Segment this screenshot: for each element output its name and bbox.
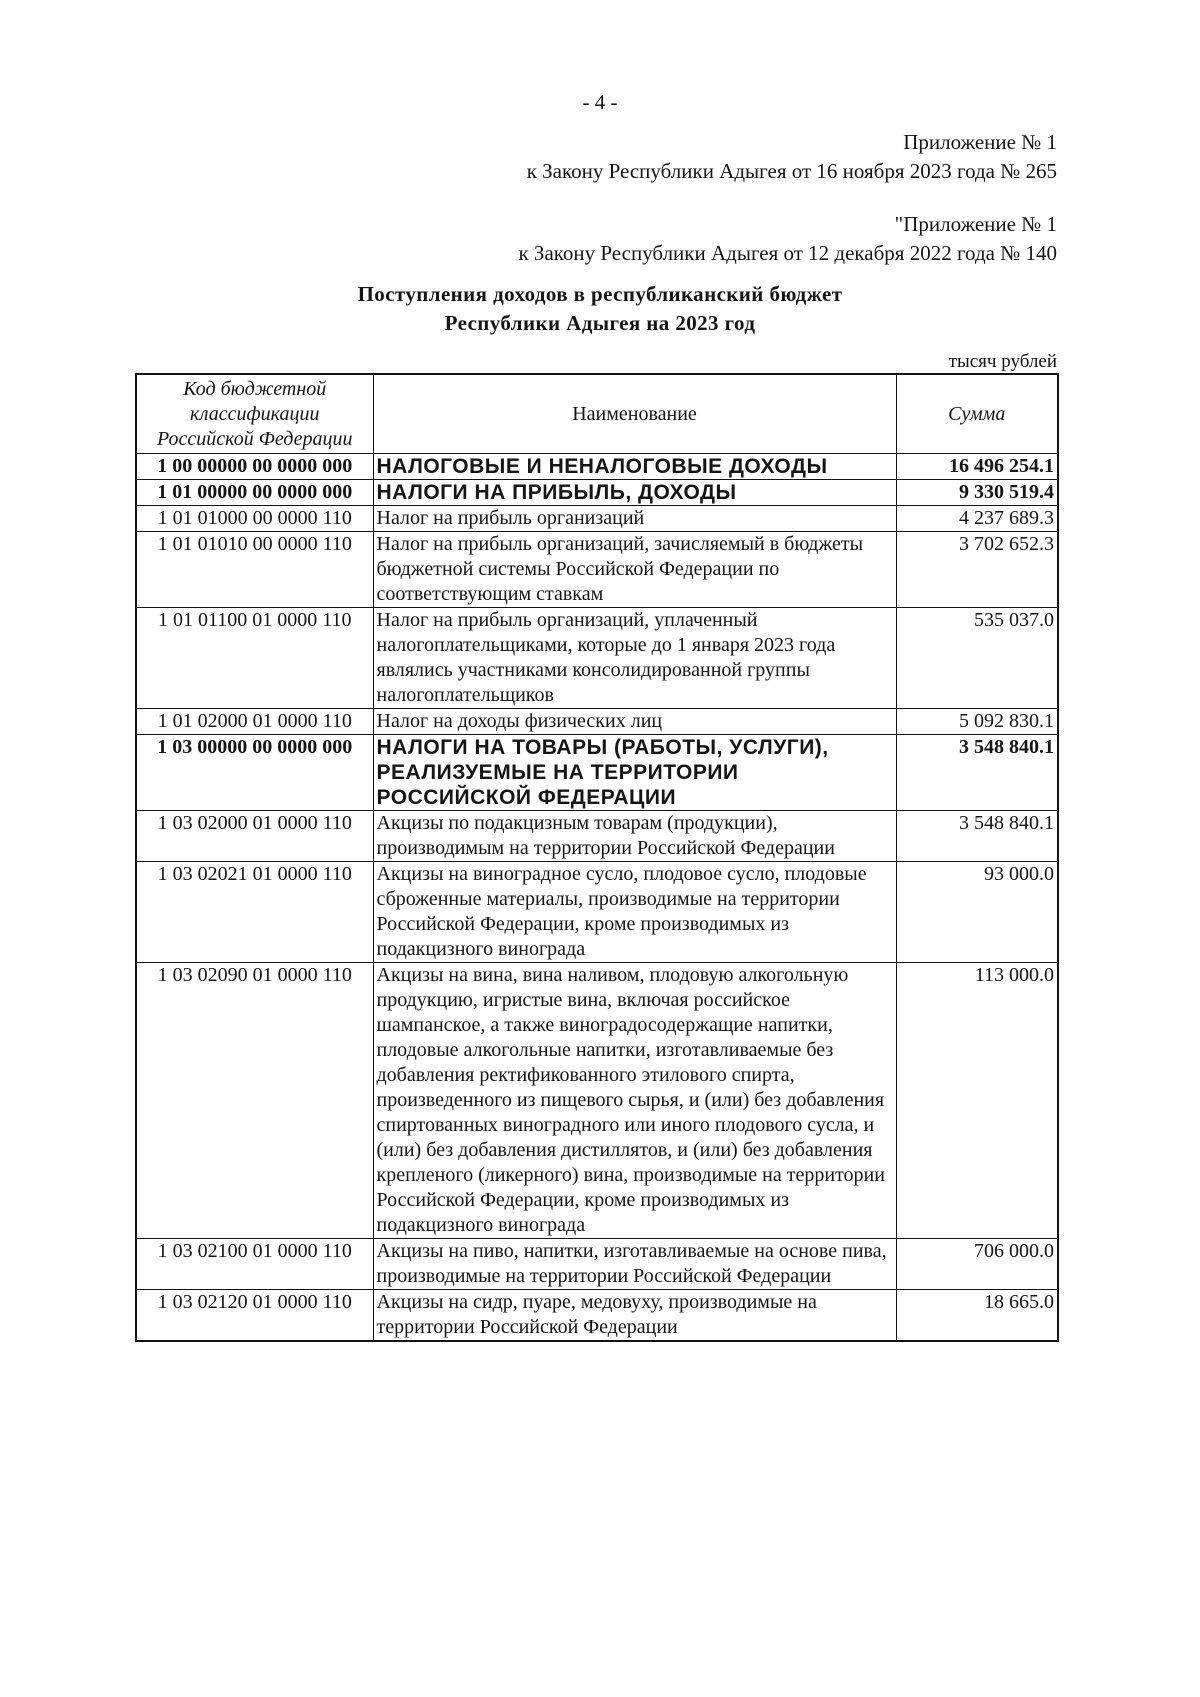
row-code: 1 01 02000 01 0000 110 (136, 709, 373, 735)
header-name: Наименование (373, 374, 896, 454)
row-code: 1 03 02100 01 0000 110 (136, 1239, 373, 1290)
row-name: НАЛОГОВЫЕ И НЕНАЛОГОВЫЕ ДОХОДЫ (373, 454, 896, 480)
appendix-original-title: "Приложение № 1 (894, 212, 1057, 236)
row-sum: 3 548 840.1 (896, 811, 1058, 862)
appendix-original (518, 210, 1057, 268)
row-code: 1 01 01100 01 0000 110 (136, 608, 373, 709)
row-code: 1 00 00000 00 0000 000 (136, 454, 373, 480)
row-code: 1 03 00000 00 0000 000 (136, 735, 373, 811)
row-sum: 9 330 519.4 (896, 480, 1058, 506)
table-row (136, 608, 1058, 709)
row-name: Налог на доходы физических лиц (373, 709, 896, 735)
row-code: 1 01 00000 00 0000 000 (136, 480, 373, 506)
revenue-table (135, 373, 1059, 1342)
row-code: 1 01 01000 00 0000 110 (136, 506, 373, 532)
row-sum: 5 092 830.1 (896, 709, 1058, 735)
table-row (136, 506, 1058, 532)
row-sum: 113 000.0 (896, 963, 1058, 1239)
row-name: Акцизы на вина, вина наливом, плодовую алкогольную продукцию, игристые вина, включая российское шампанское, а также виноградосодержащие напитки, плодовые алкогольные напитки, изготавливаемые без добавления ректификованного этилового спирта, произведенного из пищевого сырья, и (или) без добавления спиртованных виноградного или иного плодового сусла, и (или) без добавления дистиллятов, и (или) без добавления крепленого (ликерного) вина, производимые на территории Российской Федерации, кроме производимых из подакцизного винограда (373, 963, 896, 1239)
document-title (0, 280, 1200, 338)
row-sum: 4 237 689.3 (896, 506, 1058, 532)
row-code: 1 03 02090 01 0000 110 (136, 963, 373, 1239)
row-name: Налог на прибыль организаций (373, 506, 896, 532)
row-sum: 93 000.0 (896, 862, 1058, 963)
appendix-original-law: к Закону Республики Адыгея от 12 декабря 2022 года № 140 (518, 241, 1057, 265)
row-code: 1 01 01010 00 0000 110 (136, 532, 373, 608)
row-name: Налог на прибыль организаций, уплаченный налогоплательщиками, которые до 1 января 2023 года являлись участниками консолидированной группы налогоплательщиков (373, 608, 896, 709)
document-title-line1: Поступления доходов в республиканский бюджет (357, 282, 843, 306)
units-label: тысяч рублей (948, 351, 1057, 372)
row-sum: 3 702 652.3 (896, 532, 1058, 608)
table-row (136, 963, 1058, 1239)
page-number: - 4 - (582, 90, 618, 114)
document-title-line2: Республики Адыгея на 2023 год (444, 311, 756, 335)
row-sum: 16 496 254.1 (896, 454, 1058, 480)
row-name: Акцизы на виноградное сусло, плодовое сусло, плодовые сброженные материалы, производимые на территории Российской Федерации, кроме производимых из подакцизного винограда (373, 862, 896, 963)
appendix-current-law: к Закону Республики Адыгея от 16 ноября 2023 года № 265 (526, 159, 1057, 183)
row-sum: 535 037.0 (896, 608, 1058, 709)
header-sum: Сумма (896, 374, 1058, 454)
row-code: 1 03 02021 01 0000 110 (136, 862, 373, 963)
table-row (136, 811, 1058, 862)
table-header-row (136, 374, 1058, 454)
row-name: НАЛОГИ НА ПРИБЫЛЬ, ДОХОДЫ (373, 480, 896, 506)
row-code: 1 03 02120 01 0000 110 (136, 1290, 373, 1342)
table-row (136, 454, 1058, 480)
table-row (136, 862, 1058, 963)
row-code: 1 03 02000 01 0000 110 (136, 811, 373, 862)
table-row (136, 709, 1058, 735)
row-sum: 18 665.0 (896, 1290, 1058, 1342)
table-row (136, 480, 1058, 506)
header-code: Код бюджетной классификации Российской Федерации (136, 374, 373, 454)
table-row (136, 735, 1058, 811)
appendix-current (527, 128, 1057, 186)
row-name: Акцизы на сидр, пуаре, медовуху, производимые на территории Российской Федерации (373, 1290, 896, 1342)
table-row (136, 532, 1058, 608)
row-sum: 3 548 840.1 (896, 735, 1058, 811)
row-name: Акцизы на пиво, напитки, изготавливаемые на основе пива, производимые на территории Российской Федерации (373, 1239, 896, 1290)
appendix-current-title: Приложение № 1 (903, 130, 1057, 154)
table-row (136, 1239, 1058, 1290)
row-name: Налог на прибыль организаций, зачисляемый в бюджеты бюджетной системы Российской Федерации по соответствующим ставкам (373, 532, 896, 608)
row-name: НАЛОГИ НА ТОВАРЫ (РАБОТЫ, УСЛУГИ), РЕАЛИЗУЕМЫЕ НА ТЕРРИТОРИИ РОССИЙСКОЙ ФЕДЕРАЦИИ (373, 735, 896, 811)
row-name: Акцизы по подакцизным товарам (продукции), производимым на территории Российской Федерации (373, 811, 896, 862)
row-sum: 706 000.0 (896, 1239, 1058, 1290)
table-row (136, 1290, 1058, 1342)
